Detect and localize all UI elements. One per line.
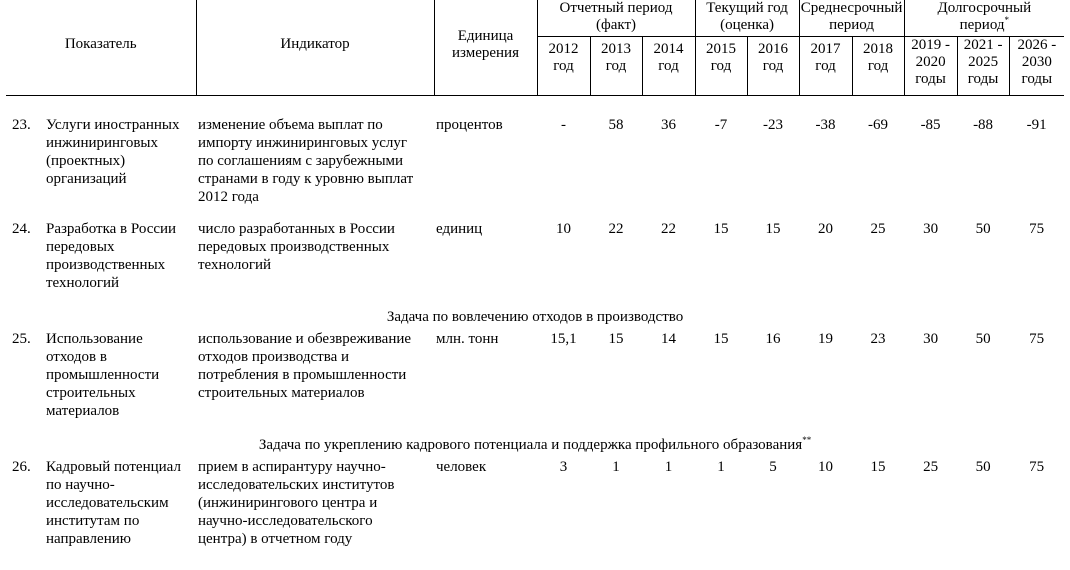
header-year-2012: 2012 год xyxy=(537,37,590,96)
measure-line: использование и обезвреживание xyxy=(198,331,412,347)
value-cell: 5 xyxy=(769,459,777,475)
header-unit: Единица измерения xyxy=(434,0,537,96)
indicator-name-cell xyxy=(6,330,196,420)
value-cell: 75 xyxy=(1029,331,1045,347)
value-cell: 1 xyxy=(664,459,673,475)
measure-line: потребления в промышленности xyxy=(198,367,407,383)
value-cell: 15,1 xyxy=(550,331,577,347)
indicator-name-line: отходов в xyxy=(46,349,107,365)
measure-line: научно-исследовательского xyxy=(198,513,373,529)
value-cell: 15 xyxy=(608,331,624,347)
header-year-2015: 2015 год xyxy=(695,37,747,96)
header-group-medium: Среднесрочный период xyxy=(799,0,904,37)
value-cell: 3 xyxy=(559,459,568,475)
measure-line: 2012 года xyxy=(198,189,259,205)
header-years-2019-2020: 2019 - 2020 годы xyxy=(904,37,957,96)
value-cell: 15 xyxy=(870,459,886,475)
footnote-mark: ** xyxy=(802,435,812,445)
unit-cell: процентов xyxy=(436,117,503,133)
value-cell: 22 xyxy=(608,221,624,237)
value-cell: 10 xyxy=(556,221,571,237)
measure-line: строительных материалов xyxy=(198,385,365,401)
value-cell: 1 xyxy=(612,459,620,475)
header-group-long: Долгосрочный период* xyxy=(904,0,1064,37)
value-cell: -23 xyxy=(763,117,784,133)
table-header xyxy=(6,0,1064,96)
indicator-name-line: промышленности xyxy=(46,367,160,383)
value-cell: 50 xyxy=(975,331,991,347)
header-year-2014: 2014 год xyxy=(642,37,695,96)
indicator-name-line: передовых xyxy=(46,239,115,255)
header-indicator: Показатель xyxy=(6,0,196,96)
measure-line: число разработанных в России xyxy=(198,221,395,237)
measure-line: прием в аспирантуру научно- xyxy=(198,459,386,475)
value-cell: 10 xyxy=(818,459,834,475)
indicator-name-line: производственных xyxy=(46,257,166,273)
value-cell: -7 xyxy=(714,117,728,133)
unit-cell: человек xyxy=(436,459,487,475)
indicator-name-line: по научно- xyxy=(46,477,115,493)
value-cell: 30 xyxy=(923,331,939,347)
measure-line: импорту инжиниринговых услуг xyxy=(198,135,407,151)
value-cell: 16 xyxy=(765,331,781,347)
indicator-name-line: строительных xyxy=(46,385,136,401)
task-heading-text: Задача по вовлечению отходов в производство xyxy=(386,309,684,325)
value-cell: 30 xyxy=(923,221,939,237)
value-cell: 25 xyxy=(870,221,886,237)
value-cell: - xyxy=(561,117,566,133)
measure-line: передовых производственных xyxy=(198,239,390,255)
measure-line: странами в году к уровню выплат xyxy=(198,171,414,187)
value-cell: 19 xyxy=(818,331,834,347)
indicators-table xyxy=(6,0,1064,562)
table-body xyxy=(6,96,1064,563)
row-number: 25. xyxy=(12,331,31,347)
value-cell: 22 xyxy=(661,221,677,237)
row-number: 24. xyxy=(12,221,31,237)
indicator-name-line: организаций xyxy=(46,171,127,187)
indicator-name-line: Использование xyxy=(46,331,143,347)
row-number: 23. xyxy=(12,117,31,133)
value-cell: 25 xyxy=(923,459,939,475)
header-group-fact: Отчетный период (факт) xyxy=(537,0,695,37)
indicator-name-line: Услуги иностранных xyxy=(46,117,180,133)
measure-cell xyxy=(196,116,434,206)
value-cell: -85 xyxy=(920,117,941,133)
header-years-2026-2030: 2026 - 2030 годы xyxy=(1009,37,1064,96)
indicator-name-line: инжиниринговых xyxy=(46,135,158,151)
table-row xyxy=(6,330,1064,420)
task-heading-row xyxy=(6,434,1064,458)
task-heading-row xyxy=(6,306,1064,330)
table-row xyxy=(6,116,1064,206)
measure-line: по соглашениям с зарубежными xyxy=(198,153,404,169)
value-cell: 58 xyxy=(608,117,624,133)
measure-cell xyxy=(196,458,434,548)
measure-line: исследовательских институтов xyxy=(198,477,395,493)
header-group-current: Текущий год (оценка) xyxy=(695,0,799,37)
indicator-name-line: технологий xyxy=(46,275,120,291)
document-page xyxy=(6,0,1064,562)
value-cell: 50 xyxy=(975,221,991,237)
measure-line: технологий xyxy=(198,257,272,273)
header-year-2017: 2017 год xyxy=(799,37,852,96)
value-cell: 23 xyxy=(870,331,886,347)
value-cell: 14 xyxy=(661,331,677,347)
value-cell: 15 xyxy=(765,221,781,237)
value-cell: 1 xyxy=(717,459,725,475)
value-cell: 15 xyxy=(713,331,729,347)
value-cell: -88 xyxy=(973,117,994,133)
header-measure: Индикатор xyxy=(196,0,434,96)
task-heading-text: Задача по укреплению кадрового потенциала и поддержка профильного образования xyxy=(258,437,803,453)
value-cell: 36 xyxy=(661,117,677,133)
header-year-2013: 2013 год xyxy=(590,37,642,96)
row-number: 26. xyxy=(12,459,31,475)
unit-cell: млн. тонн xyxy=(436,331,499,347)
table-row xyxy=(6,458,1064,548)
measure-line: центра) в отчетном году xyxy=(198,531,353,547)
measure-line: отходов производства и xyxy=(198,349,350,365)
measure-line: изменение объема выплат по xyxy=(198,117,383,133)
indicator-name-line: исследовательским xyxy=(46,495,169,511)
indicator-name-line: (проектных) xyxy=(46,153,126,169)
value-cell: 50 xyxy=(975,459,991,475)
value-cell: -38 xyxy=(815,117,836,133)
indicator-name-cell xyxy=(6,116,196,206)
indicator-name-line: Кадровый потенциал xyxy=(46,459,181,475)
table-row xyxy=(6,220,1064,292)
value-cell: 15 xyxy=(713,221,729,237)
task-heading xyxy=(6,434,1064,458)
indicator-name-cell xyxy=(6,458,196,548)
indicator-name-line: институтам по xyxy=(46,513,140,529)
indicator-name-line: направлению xyxy=(46,531,131,547)
measure-line: (инжинирингового центра и xyxy=(198,495,378,511)
indicator-name-line: Разработка в России xyxy=(46,221,177,237)
header-year-2016: 2016 год xyxy=(747,37,799,96)
measure-cell xyxy=(196,330,434,420)
value-cell: 75 xyxy=(1029,459,1045,475)
value-cell: -91 xyxy=(1026,117,1047,133)
header-years-2021-2025: 2021 - 2025 годы xyxy=(957,37,1009,96)
indicator-name-cell xyxy=(6,220,196,292)
value-cell: -69 xyxy=(868,117,889,133)
value-cell: 20 xyxy=(818,221,834,237)
unit-cell: единиц xyxy=(436,221,483,237)
task-heading xyxy=(6,306,1064,330)
value-cell: 75 xyxy=(1029,221,1045,237)
header-year-2018: 2018 год xyxy=(852,37,904,96)
measure-cell xyxy=(196,220,434,292)
indicator-name-line: материалов xyxy=(46,403,120,419)
